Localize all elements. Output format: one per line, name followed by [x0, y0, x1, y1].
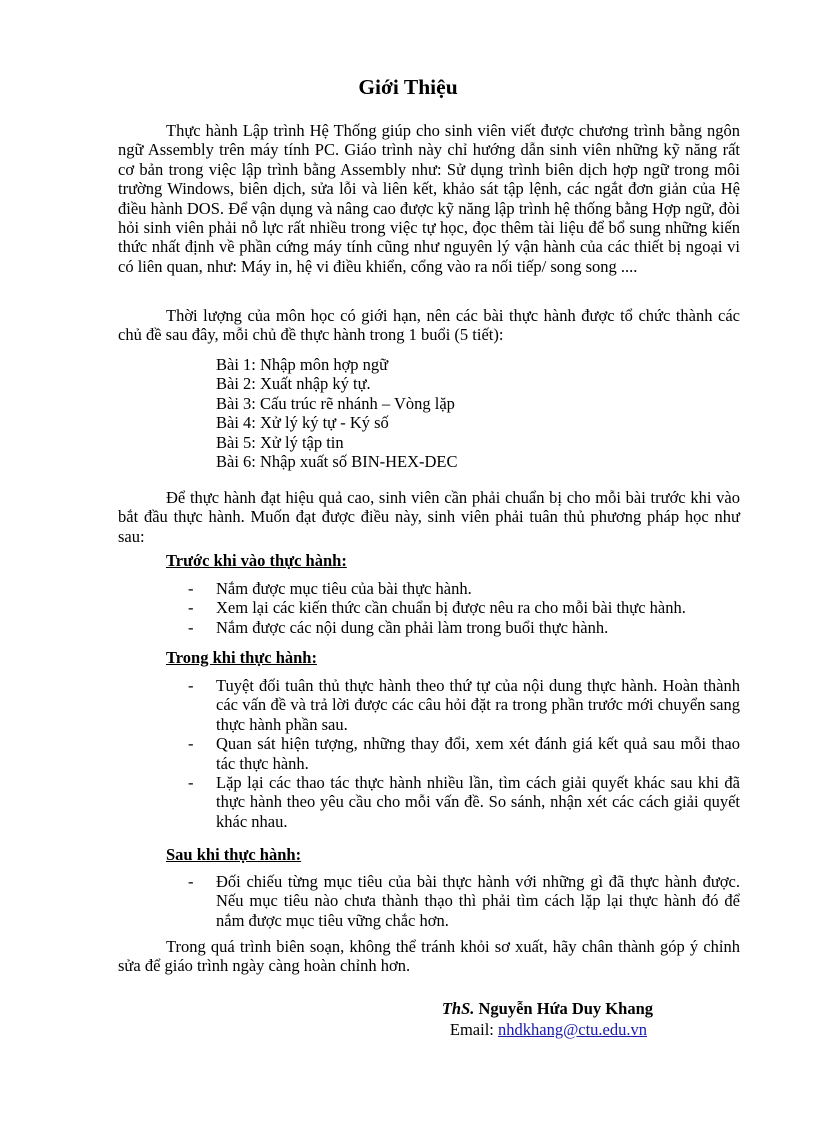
- author-degree: ThS.: [441, 999, 475, 1018]
- lesson-list: [216, 355, 458, 471]
- lesson-item: Bài 6: Nhập xuất số BIN-HEX-DEC: [216, 452, 458, 472]
- intro-text: Thực hành Lập trình Hệ Thống giúp cho sinh viên viết được chương trình bằng ngôn ngữ Assembly trên máy tính PC. Giáo trình này chỉ hướng dẫn sinh viên những kỹ năng rất cơ bản trong việc lập trình bằng Assembly như: Sử dụng trình biên dịch hợp ngữ trong môi trường Windows, biên dịch, sửa lỗi và liên kết, khảo sát tập lệnh, các ngắt đơn giản của Hệ điều hành DOS. Để vận dụng và nâng cao được kỹ năng lập trình hệ thống bằng Hợp ngữ, đòi hỏi sinh viên phải nỗ lực rất nhiều trong việc tự học, đọc thêm tài liệu để bổ sung những kiến thức nhất định về phần cứng máy tính cũng như nguyên lý vận hành của các thiết bị ngoại vi có liên quan, như: Máy in, hệ vi điều khiển, cổng vào ra nối tiếp/ song song ....: [118, 121, 740, 276]
- preparation-paragraph: [118, 488, 740, 546]
- list-item: - Quan sát hiện tượng, những thay đổi, xem xét đánh giá kết quả sau mỗi thao tác thực hành.: [188, 734, 740, 773]
- author-email-line: [0, 1020, 647, 1040]
- author-signature: [0, 999, 653, 1019]
- author-name: Nguyễn Hứa Duy Khang: [478, 999, 653, 1018]
- list-item: - Nắm được mục tiêu của bài thực hành.: [188, 579, 740, 598]
- lesson-item: Bài 4: Xử lý ký tự - Ký số: [216, 413, 389, 433]
- closing-text: Trong quá trình biên soạn, không thể tránh khỏi sơ xuất, hãy chân thành góp ý chỉnh sửa để giáo trình ngày càng hoàn chỉnh hơn.: [118, 937, 740, 976]
- list-item: - Nắm được các nội dung cần phải làm trong buổi thực hành.: [188, 618, 740, 637]
- list-item: - Đối chiếu từng mục tiêu của bài thực hành với những gì đã thực hành được. Nếu mục tiêu nào chưa thành thạo thì phải tìm cách lặp lại thực hành đó để nắm được mục tiêu vững chắc hơn.: [188, 872, 740, 930]
- list-item: - Xem lại các kiến thức cần chuẩn bị được nêu ra cho mỗi bài thực hành.: [188, 598, 740, 617]
- section-heading-during: Trong khi thực hành:: [166, 648, 317, 667]
- list-item: - Tuyệt đối tuân thủ thực hành theo thứ tự của nội dung thực hành. Hoàn thành các vấn đề và trả lời được các câu hỏi đặt ra trong phần trước mới chuyển sang thực hành phần sau.: [188, 676, 740, 734]
- section-heading-after: Sau khi thực hành:: [166, 845, 302, 864]
- lesson-item: Bài 3: Cấu trúc rẽ nhánh – Vòng lặp: [216, 393, 455, 413]
- email-link[interactable]: nhdkhang@ctu.edu.vn: [498, 1020, 647, 1039]
- duration-paragraph: [118, 306, 740, 345]
- lesson-item: Bài 2: Xuất nhập ký tự.: [216, 374, 371, 394]
- after-practice-list: [188, 872, 740, 930]
- email-label: Email:: [449, 1020, 494, 1039]
- closing-paragraph: [118, 937, 740, 976]
- lesson-item: Bài 1: Nhập môn hợp ngữ: [216, 355, 389, 374]
- preparation-text: Để thực hành đạt hiệu quả cao, sinh viên cần phải chuẩn bị cho mỗi bài trước khi vào bắt đầu thực hành. Muốn đạt được điều này, sinh viên phải tuân thủ phương pháp học như sau:: [118, 488, 740, 546]
- duration-text: Thời lượng của môn học có giới hạn, nên các bài thực hành được tổ chức thành các chủ đề sau đây, mỗi chủ đề thực hành trong 1 buổi (5 tiết):: [118, 306, 740, 345]
- intro-paragraph: [118, 121, 740, 276]
- before-practice-list: [188, 579, 740, 637]
- page-title: Giới Thiệu: [358, 75, 458, 99]
- lesson-item: Bài 5: Xử lý tập tin: [216, 432, 344, 452]
- list-item: - Lặp lại các thao tác thực hành nhiều lần, tìm cách giải quyết khác sau khi đã thực hành theo yêu cầu cho mỗi vấn đề. So sánh, nhận xét các cách giải quyết khác nhau.: [188, 773, 740, 831]
- section-heading-before: Trước khi vào thực hành:: [166, 551, 347, 570]
- during-practice-list: [188, 676, 740, 831]
